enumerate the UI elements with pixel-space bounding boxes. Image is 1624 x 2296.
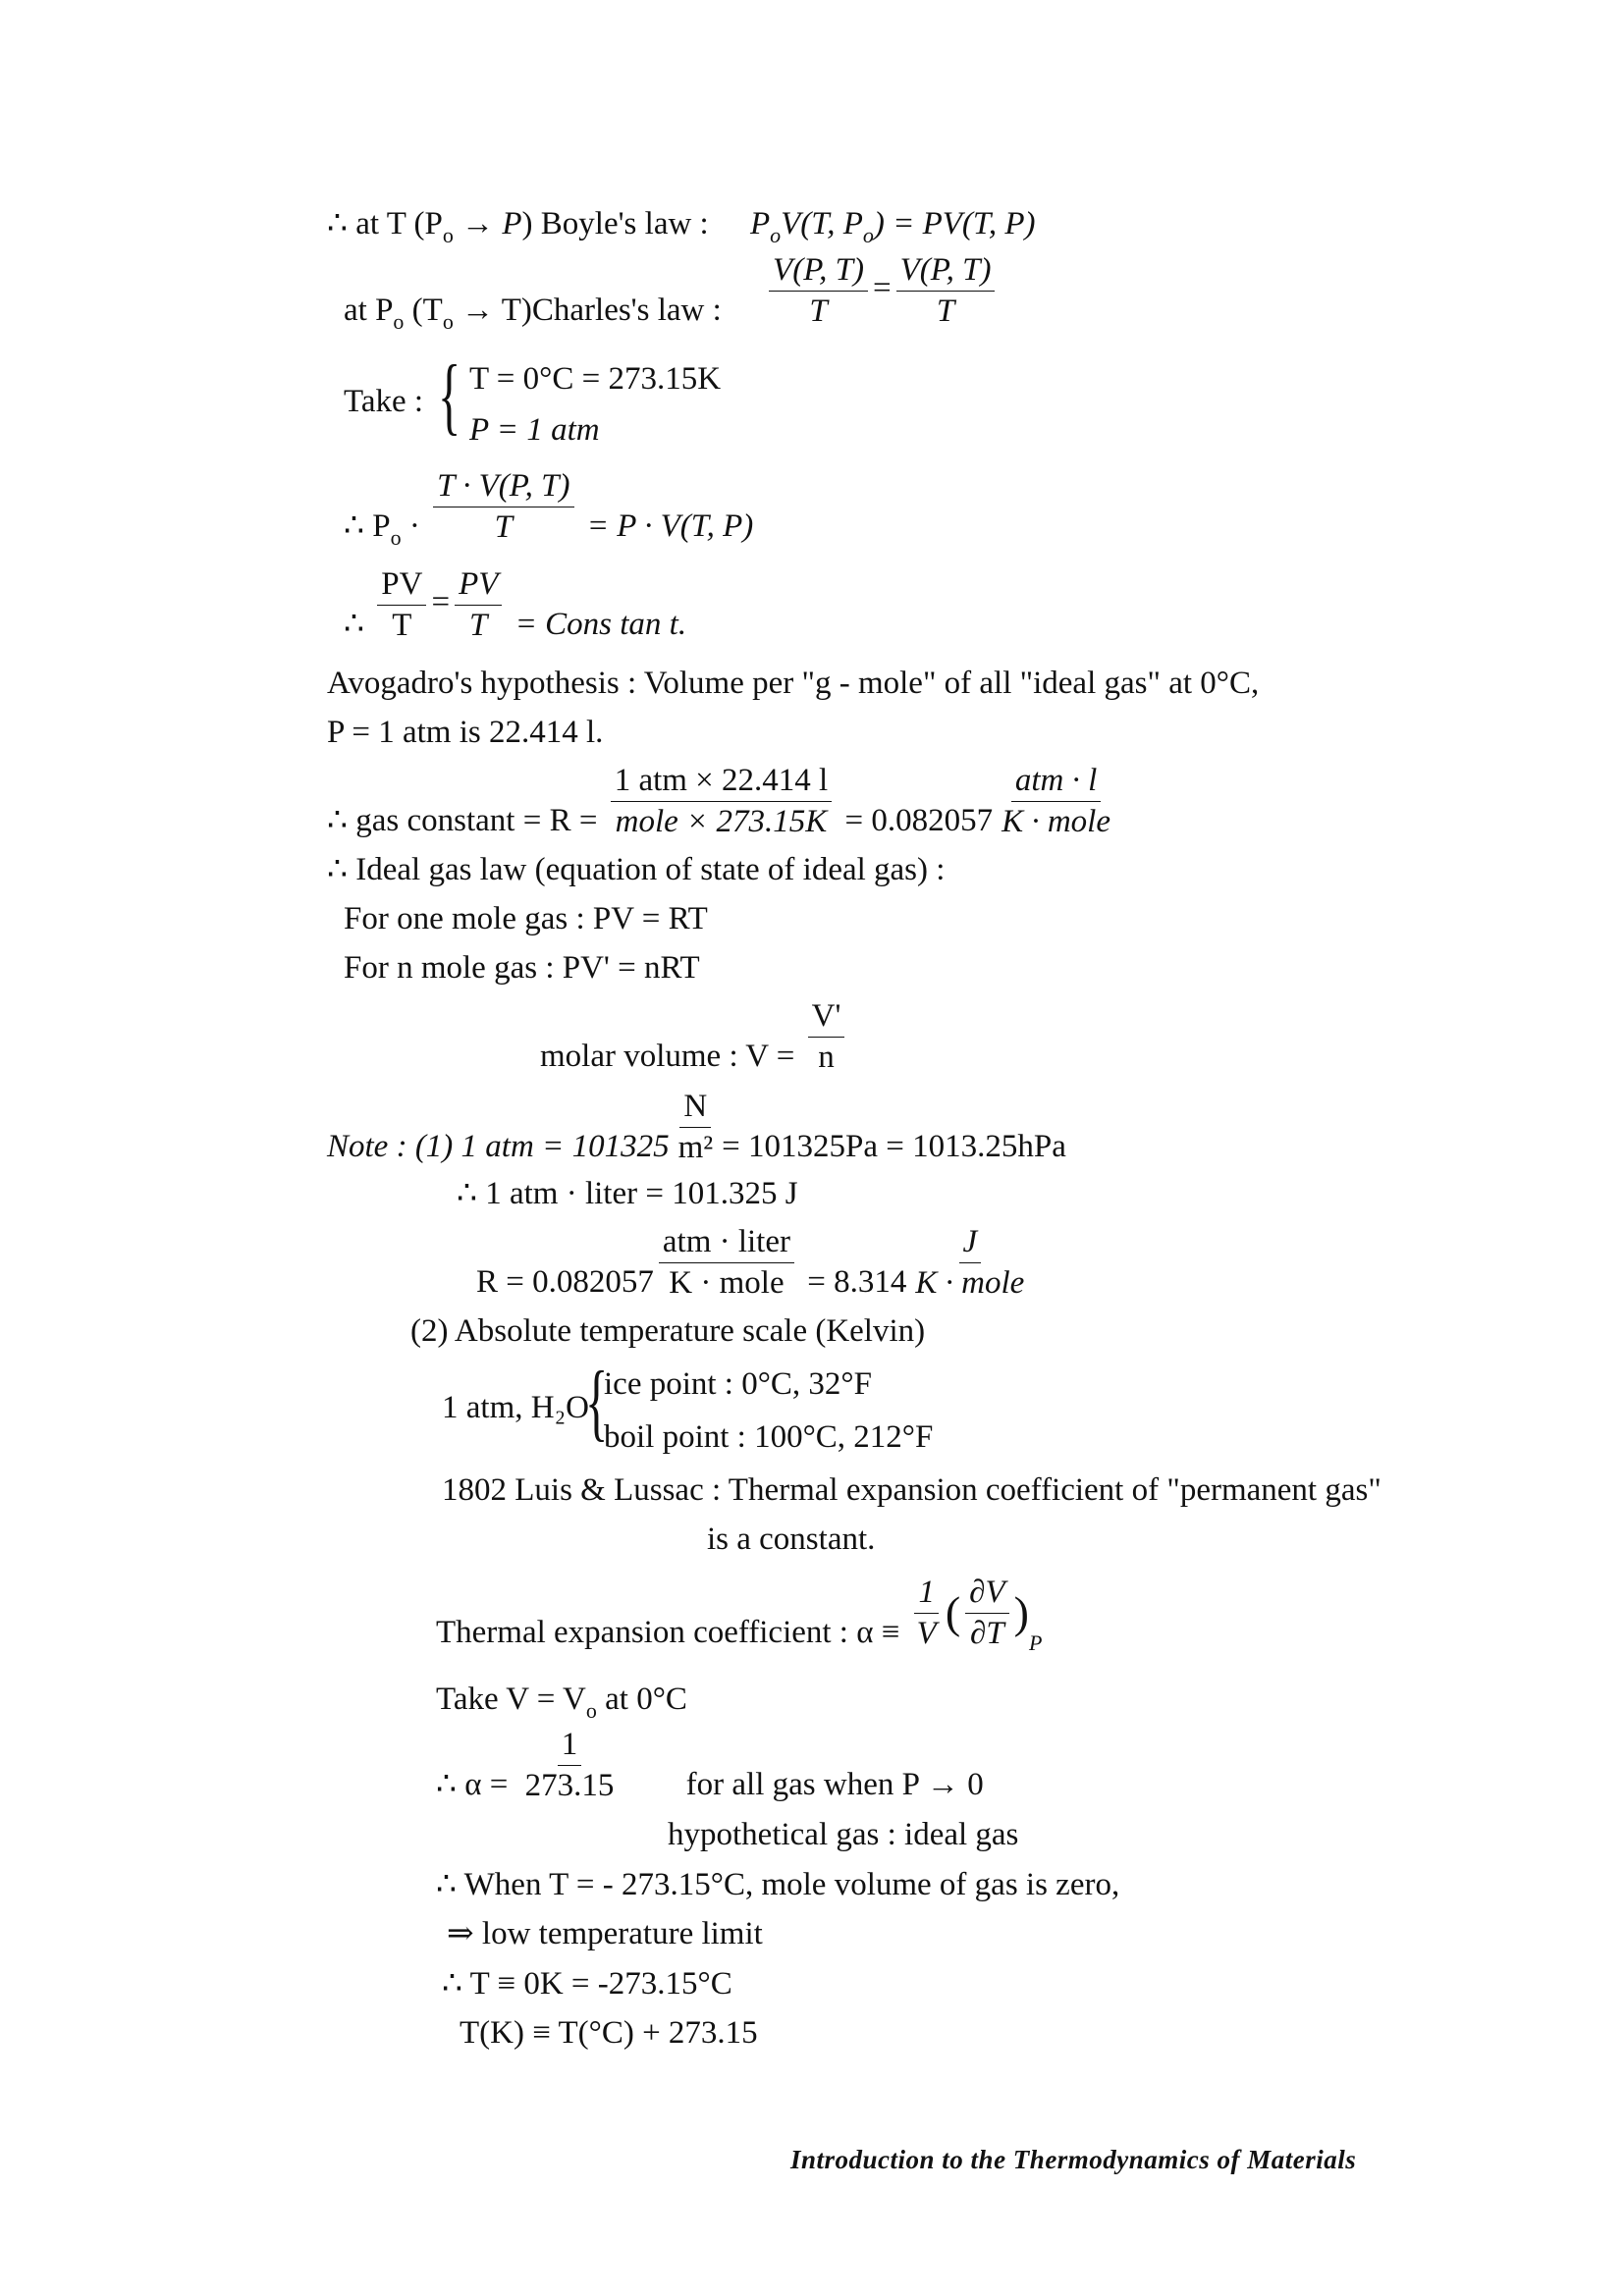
page-footer: Introduction to the Thermodynamics of Materials bbox=[790, 2145, 1357, 2174]
left-brace: { bbox=[438, 348, 461, 444]
luis-lussac-line-1: 1802 Luis & Lussac : Thermal expansion coefficient of "permanent gas" bbox=[442, 1472, 1381, 1508]
take-condition-1: T = 0°C = 273.15K bbox=[469, 361, 722, 397]
r-value-line: R = 0.082057 $\frac{\text{atm · liter}}{\text{K · mole}}$ = 8.314 $\frac{J}{\text{K · mole}}$ bbox=[476, 1224, 1025, 1301]
one-mole-line: For one mole gas : PV = RT bbox=[344, 901, 708, 936]
absolute-scale-line: (2) Absolute temperature scale (Kelvin) bbox=[410, 1313, 926, 1349]
boil-point-line: boil point : 100°C, 212°F bbox=[604, 1419, 934, 1455]
take-v-line: Take $V = V_o$ at 0°C bbox=[436, 1682, 687, 1723]
kelvin-conversion-line: T(K) ≡ T(°C) + 273.15 bbox=[460, 2015, 758, 2051]
left-brace: { bbox=[585, 1355, 609, 1450]
avogadro-line-1: Avogadro's hypothesis : Volume per "g - mole" of all "ideal gas" at 0°C, bbox=[327, 666, 1260, 701]
alpha-value-line: ∴ α = $\frac{1}{273.15}$ for all gas when P → 0 bbox=[436, 1727, 984, 1803]
h2o-label: 1 atm, H₂O bbox=[442, 1390, 589, 1425]
zero-volume-line: ∴ When T = - 273.15°C, mole volume of gas is zero, bbox=[436, 1867, 1120, 1902]
take-condition-2: P = 1 atm bbox=[469, 412, 600, 448]
gas-constant-line: ∴ gas constant = R = $\frac{\text{1 atm × 22.414 l}}{\text{mole × 273.15K}}$ = 0.082057 $\frac{\text{atm · l}}{\text{K · mole}}$ bbox=[327, 763, 1111, 839]
low-temperature-line: ⇒ low temperature limit bbox=[447, 1916, 763, 1951]
po-equation-line: ∴ $P_o$ · $\frac{T \cdot V(P, T)}{T}$ = P · V(T, P) bbox=[344, 468, 754, 550]
luis-lussac-line-2: is a constant. bbox=[707, 1522, 876, 1557]
absolute-zero-line: ∴ T ≡ 0K = -273.15°C bbox=[442, 1966, 732, 2002]
molar-volume-line: molar volume : V = $\frac{V'}{n}$ bbox=[540, 999, 849, 1074]
n-mole-line: For n mole gas : PV' = nRT bbox=[344, 950, 700, 986]
atm-liter-line: ∴ 1 atm · liter = 101.325 J bbox=[457, 1176, 798, 1211]
alpha-definition-line: Thermal expansion coefficient : α ≡ $\frac{1}{V}$ ( $\frac{\partial V}{\partial T}$ )$_P$ bbox=[436, 1575, 1043, 1655]
boyle-law-line: ∴ at T $(P_o \to P)$ Boyle's law : $P_oV(T$, $P_o) = PV(T$, P) bbox=[327, 206, 1036, 247]
pv-constant-line: ∴ $\frac{PV}{T}$ = $\frac{PV}{T}$ = Cons tan t. bbox=[344, 566, 687, 643]
avogadro-line-2: P = 1 atm is 22.414 l. bbox=[327, 715, 604, 750]
ice-point-line: ice point : 0°C, 32°F bbox=[604, 1366, 872, 1402]
hypothetical-gas-line: hypothetical gas : ideal gas bbox=[668, 1817, 1019, 1852]
take-label: Take : bbox=[344, 384, 424, 419]
note-atm-line: Note : (1) 1 atm = 101325 $\frac{N}{\text{m²}}$ = 101325Pa = 1013.25hPa bbox=[327, 1089, 1066, 1165]
charles-law-line: at $P_o$ ($T_o$ → T)Charles's law : $\frac{V(P, T)}{T}$ = $\frac{V(P, T)}{T}$ bbox=[344, 253, 1000, 328]
ideal-gas-law-line: ∴ Ideal gas law (equation of state of ideal gas) : bbox=[327, 852, 946, 887]
